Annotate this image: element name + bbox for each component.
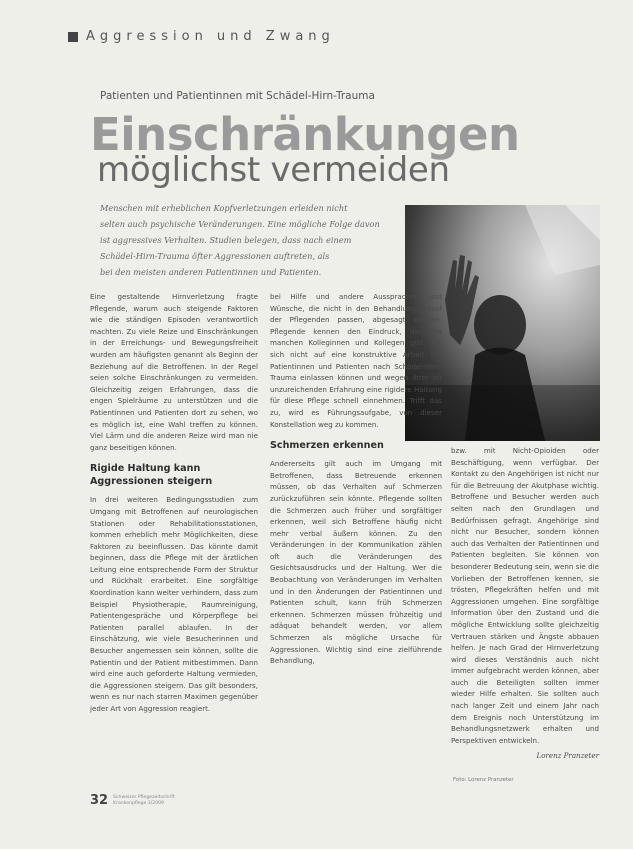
intro-line: ist aggressives Verhalten. Studien belegen, dass nach einem	[100, 235, 352, 245]
footer-meta-line: Krankenpflege 3/2009	[113, 800, 164, 806]
intro-line: Menschen mit erheblichen Kopfverletzungen erleiden nicht	[100, 203, 348, 213]
author-signature: Lorenz Pranzeter	[536, 751, 599, 761]
article-headline: Einschränkungen	[90, 108, 520, 161]
body-paragraph: Eine gestaltende Hirnverletzung fragte Pflegende, warum auch steigende Faktoren wie die ständigen Episoden verantwortlich machten. Zu viele Reize und Einschränkungen in der Erreichungs- und Bewegungsfreiheit wurden am häufigsten genannt als Beginn der Beziehung auf die Betroffenen. In der Regel seien solche Einschränkungen zu vermeiden. Gleichzeitig zeigen Erfahrungen, dass die engen Spielräume zu unterstützen und die Patientinnen und Patienten dort zu sehen, wo es möglich ist, eine Wahl treffen zu können. Viel Lärm und die anderen Reize wird man nie ganz beseitigen können.	[90, 292, 258, 452]
section-title: Aggression und Zwang	[86, 29, 335, 44]
intro-line: bei den meisten anderen Patientinnen und Patienten.	[100, 267, 322, 277]
intro-line: Schädel-Hirn-Trauma öfter Aggressionen auftreten, als	[100, 251, 330, 261]
footer-meta	[113, 795, 175, 807]
text-column-1	[90, 291, 258, 715]
section-kicker	[68, 29, 335, 44]
footer-meta-line: Schweizer Pflegezeitschrift	[113, 794, 175, 800]
article-overline: Patienten und Patientinnen mit Schädel-Hirn-Trauma	[100, 90, 375, 102]
text-column-3	[451, 445, 599, 762]
photo-credit: Foto: Lorenz Pranzeter	[453, 777, 514, 783]
article-intro	[100, 200, 400, 280]
intro-line: selten auch psychische Veränderungen. Eine mögliche Folge davon	[100, 219, 380, 229]
page-number: 32	[90, 793, 109, 808]
body-paragraph: In drei weiteren Bedingungsstudien zum Umgang mit Betroffenen auf neurologischen Stationen oder Rehabilitationsstationen, kommen erheblich mehr Möglichkeiten, diese Faktoren zu beeinflussen. Das könnte damit beginnen, dass die Pflege mit der ärztlichen Leitung eine entsprechende Form der Struktur und Rückhalt erarbeitet. Eine sorgfältige Koordination kann weiter verhindern, dass zum Beispiel Physiotherapie, Raumreinigung, Patientengespräche und Körperpflege bei Patienten parallel ablaufen. In der Einschätzung, wie viele Besucherinnen und Besucher angemessen sein können, sollte die Patientin und der Patient mitbestimmen. Dann wird eine auch geforderte Haltung vermieden, die Aggressionen steigern. Das gilt besonders, wenn es nur nach starren Maximen gegenüber jeder Art von Aggression reagiert.	[90, 495, 258, 713]
body-paragraph: Andererseits gilt auch im Umgang mit Betroffenen, dass Betreuende erkennen müssen, ob das Verhalten auf Schmerzen zurückzuführen sein könnte. Pflegende sollten die Schmerzen auch früher und sorgfältiger erkennen, weil sich Betroffene häufig nicht mehr verbal äußern können. Zu den Veränderungen in der Kommunikation zählen oft auch die Veränderungen des Gesichtsausdrucks und der Haltung. Wer die Beobachtung von Veränderungen im Verhalten und in den Änderungen der Patientinnen und Patienten schult, kann früh Schmerzen erkennen. Schmerzen müssen frühzeitig und adäquat behandelt werden, vor allem Schmerzen als mögliche Ursache für Aggressionen. Wichtig sind eine zielführende Behandlung,	[270, 459, 442, 666]
article-subhead: möglichst vermeiden	[97, 150, 450, 190]
section-square-icon	[68, 32, 78, 42]
body-paragraph: bzw. mit Nicht-Opioiden oder Beschäftigung, wenn verfügbar. Der Kontakt zu den Angehörigen ist nicht nur für die Betreuung der Akutphase wichtig. Betroffene und Besucher werden auch selten nach den Grundlagen und Bedürfnissen gefragt. Angehörige sind nicht nur Besucher, sondern können auch das Verhalten der Patientinnen und Patienten begleiten. Sie können von besonderer Bedeutung sein, wenn sie die Vorlieben der Betroffenen kennen, sie trösten, Pflegekräften helfen und mit Aggressionen umgehen. Eine sorgfältige Information über den Zustand und die mögliche Entwicklung sollte gleichzeitig Vertrauen stärken und Ängste abbauen helfen. Je nach Grad der Hirnverletzung wird dieses Verständnis auch nicht immer aufgebracht werden können, aber auch die Beteiligten sollten immer wieder Hilfe erhalten. Sie sollten auch nach langer Zeit und einem Jahr nach dem Ereignis noch Unterstützung im Behandlungsnetzwerk erhalten und Perspektiven entwickeln.	[451, 446, 599, 745]
body-paragraph: bei Hilfe und andere Aussprachen und Wünsche, die nicht in den Behandlungsablauf der Pflegenden passen, abgesagt werden. Pflegende kennen den Eindruck, dass es manchen Kolleginnen und Kollegen gibt, die sich nicht auf eine konstruktive Arbeit mit Patientinnen und Patienten nach Schädel-Hirn-Trauma einlassen können und wegen ihrer oft unzureichenden Erfahrung eine rigidere Haltung für diese Pflege schnell einnehmen. Trifft das zu, wird es Führungsaufgabe, von dieser Konstellation weg zu kommen.	[270, 292, 442, 429]
subheading: Schmerzen erkennen	[270, 440, 384, 452]
page-footer	[90, 793, 175, 808]
text-column-2	[270, 291, 442, 667]
subheading: Rigide Haltung kann Aggressionen steigern	[90, 463, 213, 488]
